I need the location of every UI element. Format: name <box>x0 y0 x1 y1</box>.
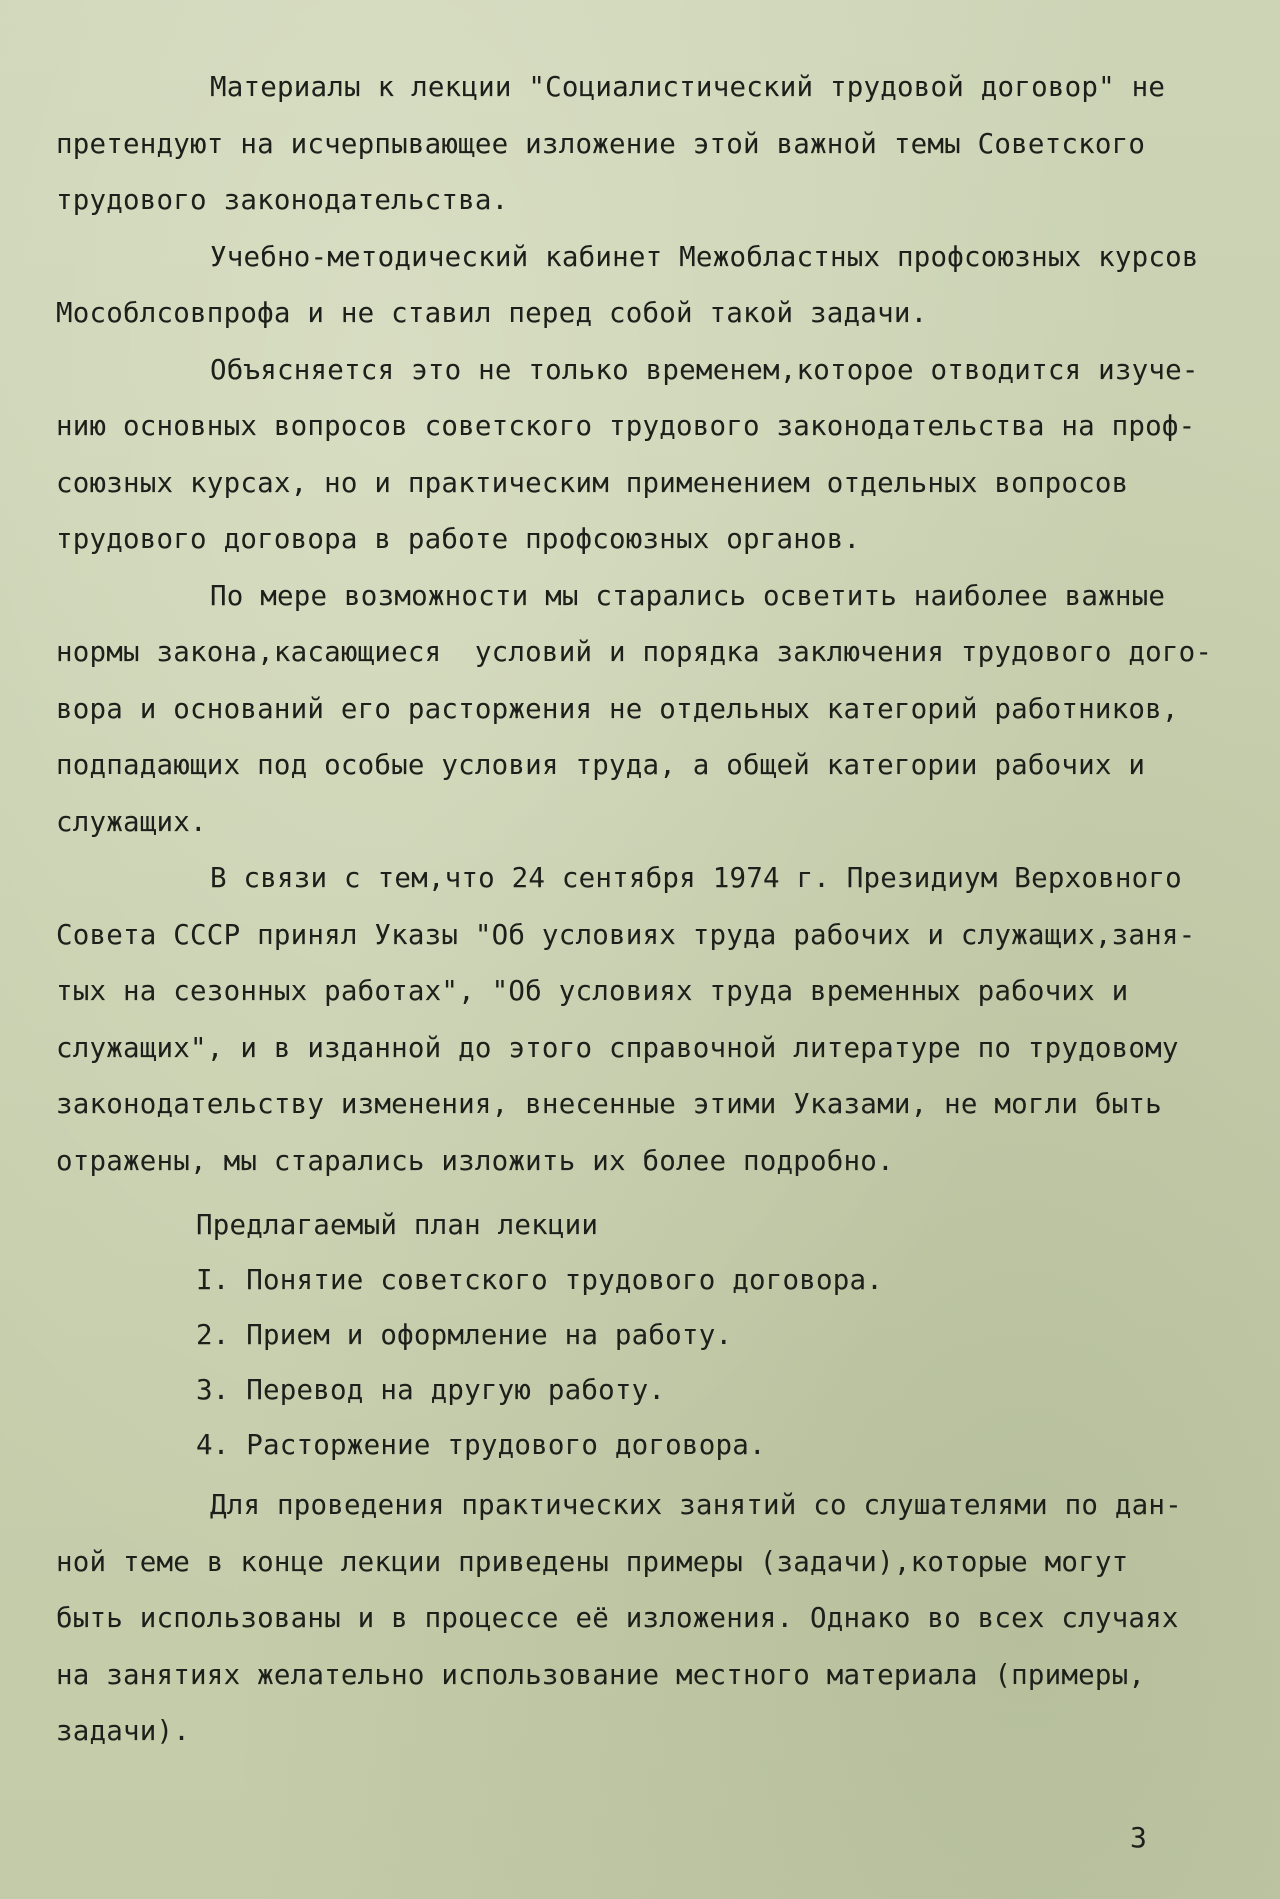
text-line: союзных курсах, но и практическим применением отдельных вопросов <box>56 466 1129 499</box>
text-line: В связи с тем,что 24 сентября 1974 г. Президиум Верховного <box>210 862 1182 894</box>
text-line: тых на сезонных работах", "Об условиях труда временных рабочих и <box>56 975 1129 1007</box>
text-line: Объясняется это не только временем,которое отводится изуче- <box>210 353 1199 386</box>
page-number: 3 <box>1130 1821 1148 1854</box>
text-line: вора и оснований его расторжения не отдельных категорий работников, <box>56 692 1179 725</box>
text-line: Совета СССР принял Указы "Об условиях труда рабочих и служащих,заня- <box>56 918 1196 951</box>
paragraph-intro <box>56 59 1246 229</box>
plan-item: I. Понятие советского трудового договора. <box>196 1264 884 1296</box>
text-line: нию основных вопросов советского трудового законодательства на проф- <box>56 410 1196 442</box>
text-line: задачи). <box>56 1715 191 1747</box>
text-line: нормы закона,касающиеся условий и порядка заключения трудового дого- <box>56 636 1213 668</box>
text-line: претендуют на исчерпывающее изложение этой важной темы Советского <box>56 127 1146 160</box>
text-line: трудового законодательства. <box>56 184 509 216</box>
paragraph-norms <box>56 568 1246 851</box>
text-line: Для проведения практических занятий со слушателями по дан- <box>210 1489 1182 1521</box>
paragraph-cabinet <box>56 229 1246 342</box>
paragraph-decrees <box>56 850 1246 1189</box>
text-line: Мособлсовпрофа и не ставил перед собой такой задачи. <box>56 297 928 329</box>
text-line: служащих. <box>56 805 207 838</box>
paragraph-explanation <box>56 342 1246 568</box>
text-line: По мере возможности мы старались осветить наиболее важные <box>210 579 1166 612</box>
text-line: быть использованы и в процессе её изложения. Однако во всех случаях <box>56 1602 1179 1634</box>
document-body <box>56 59 1246 1760</box>
plan-heading: Предлагаемый план лекции <box>196 1209 599 1241</box>
plan-item: 2. Прием и оформление на работу. <box>196 1319 733 1351</box>
text-line: отражены, мы старались изложить их более подробно. <box>56 1144 894 1177</box>
text-line: Материалы к лекции "Социалистический трудовой договор" не <box>210 71 1166 103</box>
text-line: служащих", и в изданной до этого справочной литературе по трудовому <box>56 1031 1179 1064</box>
text-line: на занятиях желательно использование местного материала (примеры, <box>56 1658 1146 1691</box>
text-line: трудового договора в работе профсоюзных органов. <box>56 523 861 555</box>
plan-item: 4. Расторжение трудового договора. <box>196 1429 766 1461</box>
paragraph-practice <box>56 1477 1246 1760</box>
text-line: законодательству изменения, внесенные этими Указами, не могли быть <box>56 1088 1162 1120</box>
text-line: Учебно-методический кабинет Межобластных профсоюзных курсов <box>210 240 1199 273</box>
text-line: ной теме в конце лекции приведены примеры (задачи),которые могут <box>56 1545 1129 1578</box>
plan-item: 3. Перевод на другую работу. <box>196 1374 666 1406</box>
lecture-plan <box>56 1198 1246 1473</box>
text-line: подпадающих под особые условия труда, а общей категории рабочих и <box>56 749 1146 781</box>
